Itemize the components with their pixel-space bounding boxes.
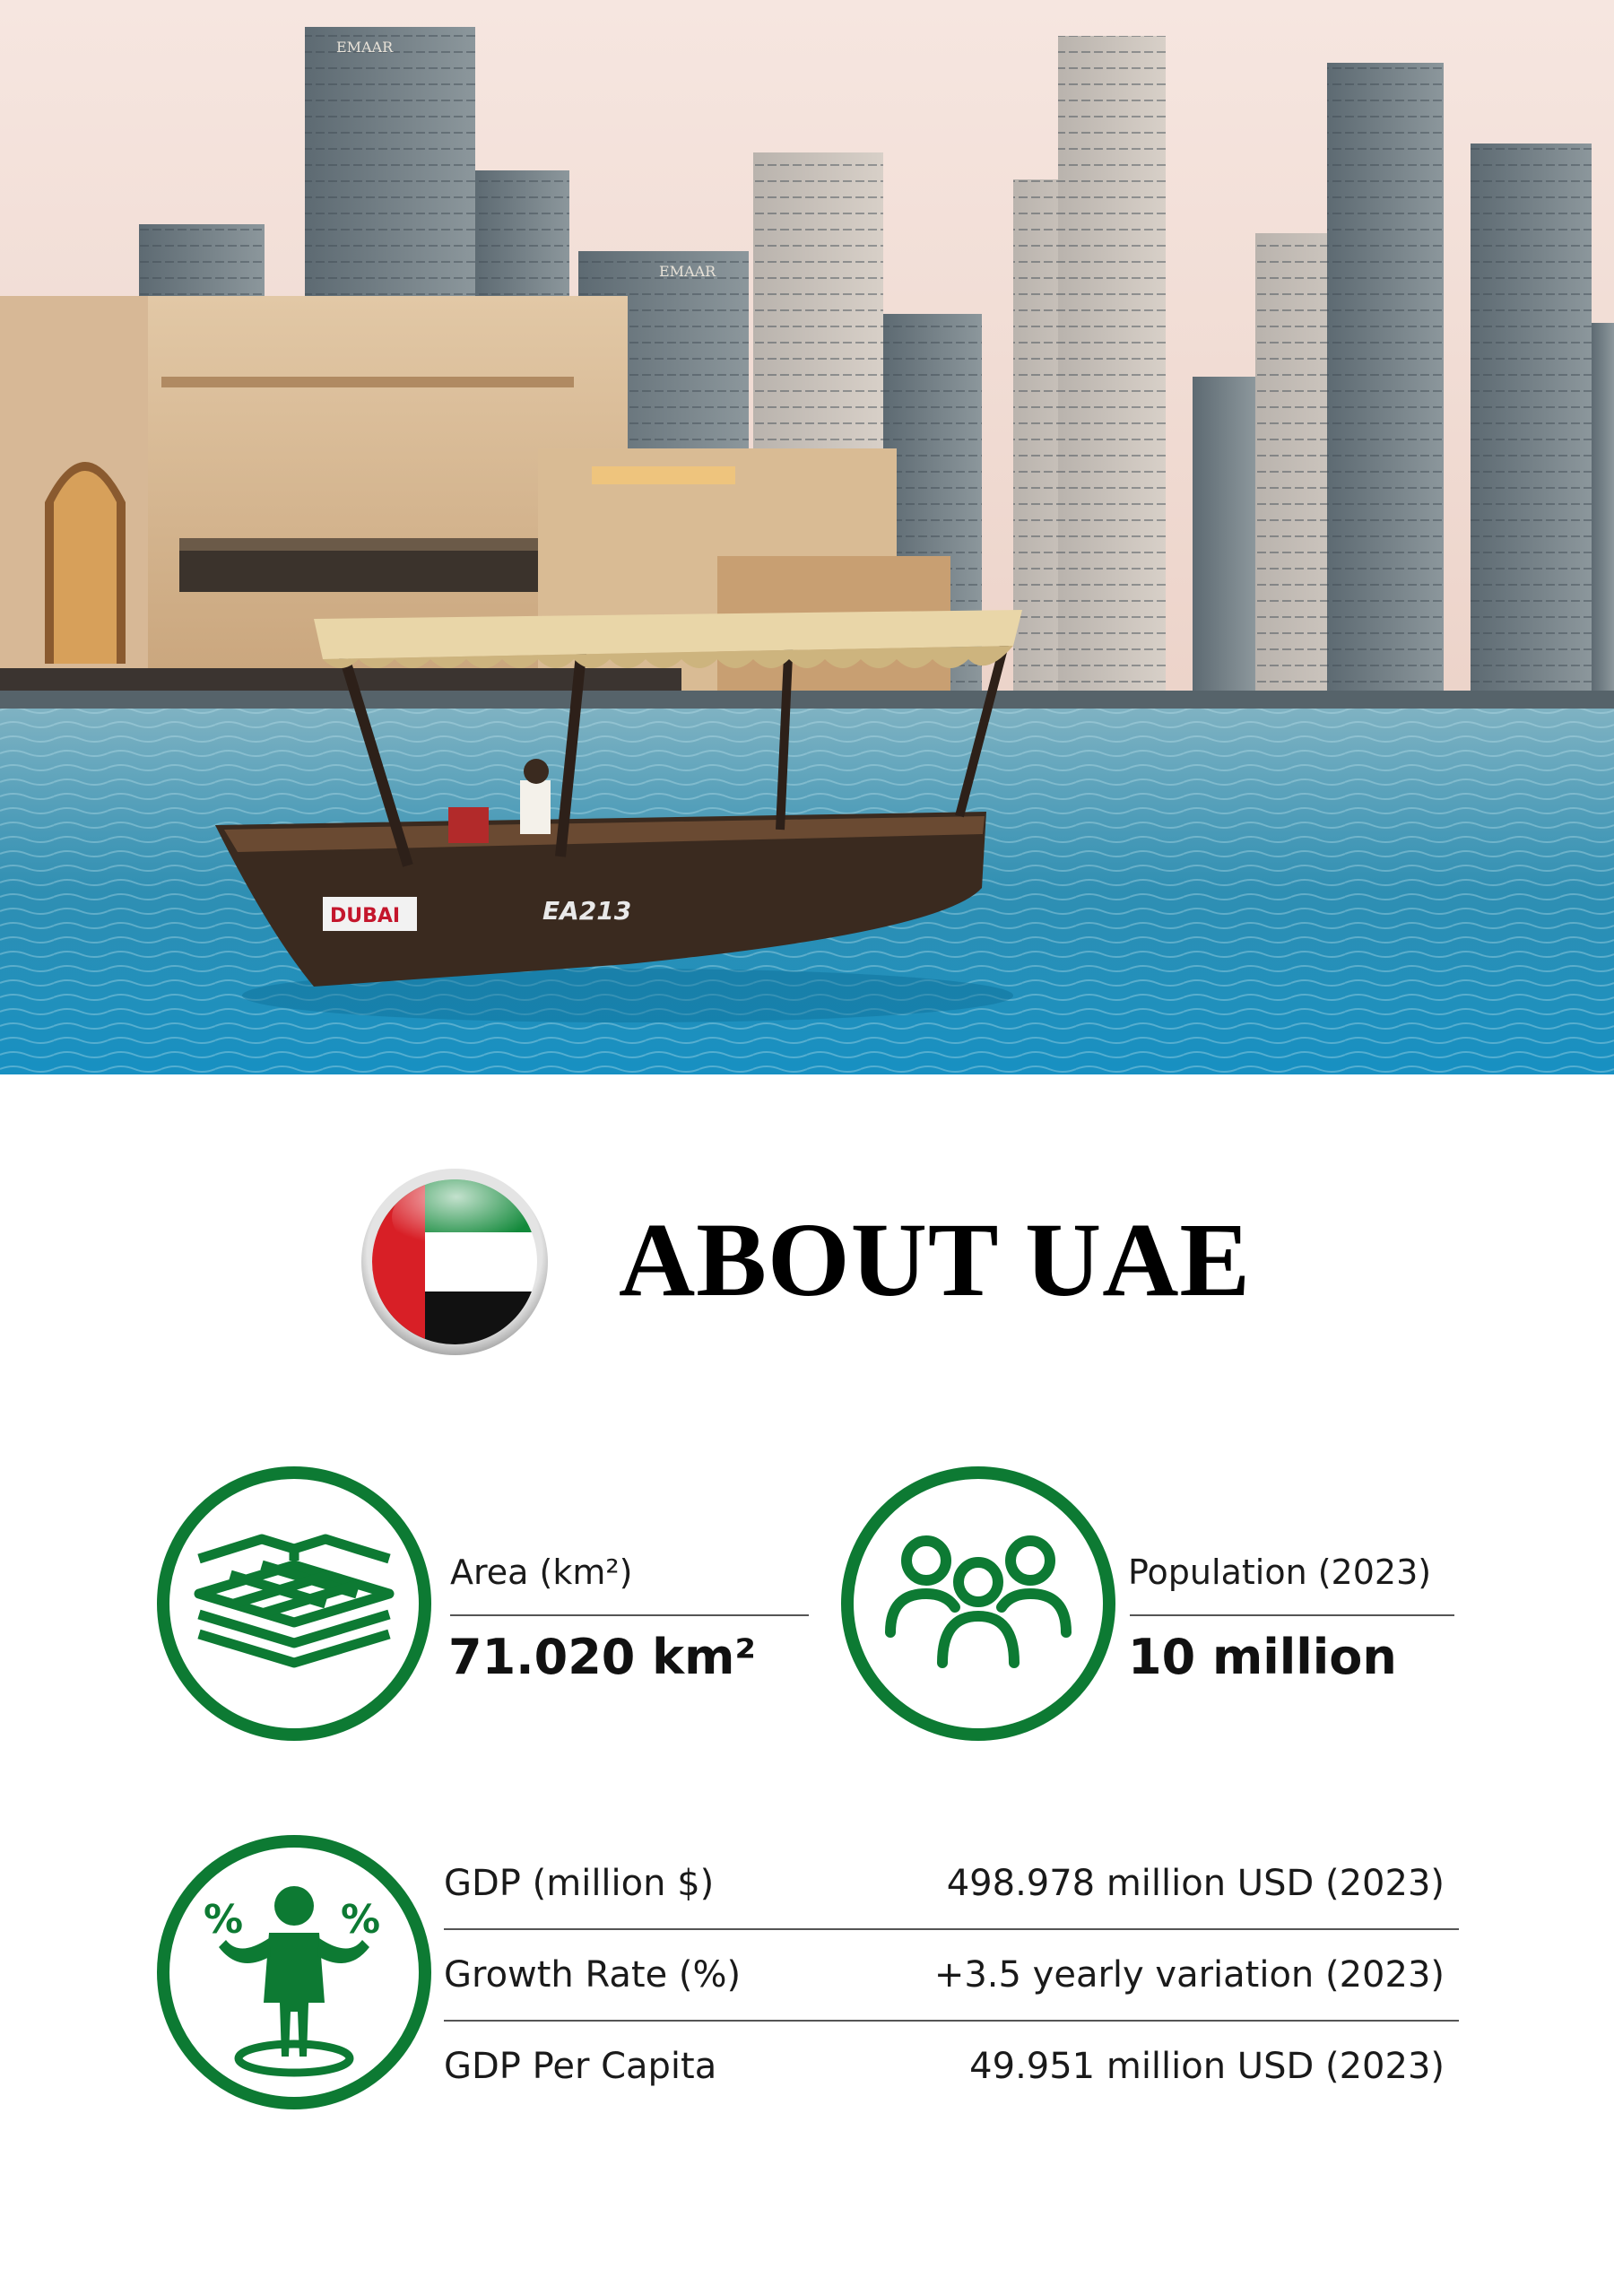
table-row [444,1930,1459,2022]
person-percent-icon [204,1886,380,2073]
people-group-icon [890,1541,1066,1663]
boat-sign: DUBAI [330,905,401,927]
page-title: ABOUT UAE [619,1201,1252,1318]
table-row [444,2022,1459,2111]
population-label: Population (2023) [1128,1552,1432,1592]
area-icon-ring [154,1464,434,1744]
area-value: 71.020 km² [448,1629,757,1685]
economy-icon-ring [154,1832,434,2112]
area-divider [450,1614,809,1616]
table-row [444,1839,1459,1930]
title-row [0,1166,1614,1359]
boat-number: EA213 [542,896,632,926]
gdp-label: GDP (million $) [444,1863,715,1904]
gdp-per-capita-label: GDP Per Capita [444,2046,717,2087]
hero-image [0,0,1614,1074]
population-divider [1130,1614,1454,1616]
growth-rate-value: +3.5 yearly variation (2023) [933,1954,1445,1996]
growth-rate-label: Growth Rate (%) [444,1954,742,1996]
gdp-per-capita-value: 49.951 million USD (2023) [969,2046,1445,2087]
area-label: Area (km²) [450,1552,633,1592]
building-sign: EMAAR [336,39,394,56]
population-icon-ring [838,1464,1118,1744]
uae-flag-icon [360,1168,549,1356]
svg-text:%: % [204,1897,244,1943]
economy-table [444,1839,1459,2111]
svg-text:EMAAR: EMAAR [659,263,716,280]
population-value: 10 million [1128,1629,1397,1685]
layers-grid-icon [199,1539,389,1663]
svg-text:%: % [341,1897,381,1943]
gdp-value: 498.978 million USD (2023) [946,1863,1445,1904]
